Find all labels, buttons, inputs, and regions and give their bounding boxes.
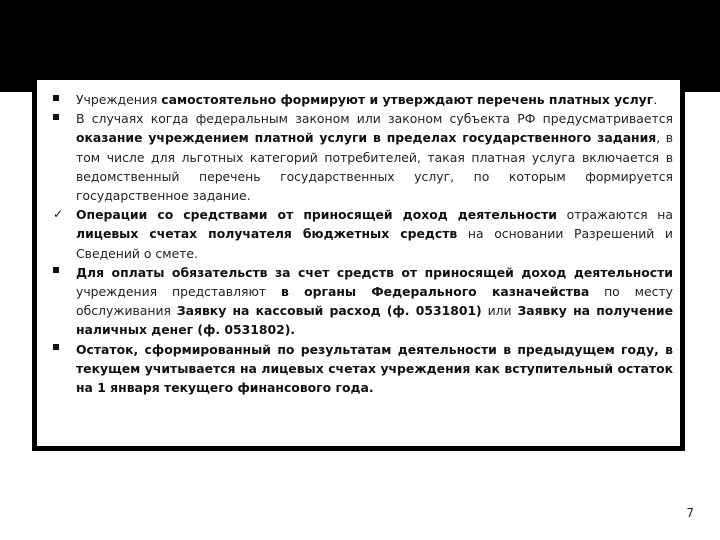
bullet-list xyxy=(53,90,673,397)
bullet-text-part: в органы Федерального казначейства xyxy=(281,284,590,300)
bullet-text-part: . xyxy=(653,92,658,107)
bullet-text-part: лицевых счетах получателя бюджетных средств xyxy=(76,226,458,242)
bullet-text-part: В случаях когда федеральным законом или законом субъекта РФ предусматривается xyxy=(76,111,673,127)
page-number: 7 xyxy=(686,506,694,520)
bullet-item xyxy=(53,263,673,340)
square-bullet-icon xyxy=(53,90,67,109)
bullet-text-part: или xyxy=(481,303,518,319)
square-bullet-icon xyxy=(53,340,67,359)
bullet-text-part: Для оплаты обязательств за счет средств от приносящей доход деятельности xyxy=(76,264,673,280)
bullet-item xyxy=(53,205,673,263)
square-bullet-icon xyxy=(53,263,67,282)
bullet-text-part: Учреждения xyxy=(76,92,162,107)
bullet-text-part: , в том числе для льготных категорий потребителей, такая платная услуга включается в ведомственный перечень государственных услуг, по которым формируется государственное задание. xyxy=(76,130,673,204)
bullet-text-part: отражаются на xyxy=(556,207,673,223)
bullet-text-part: самостоятельно формируют и утверждают перечень платных услуг xyxy=(161,92,654,107)
bullet-text-part: по месту обслуживания xyxy=(76,284,673,319)
square-bullet-icon xyxy=(53,109,67,128)
bullet-text-part: Заявку на кассовый расход (ф. 0531801) xyxy=(176,303,482,319)
bullet-item xyxy=(53,109,673,205)
bullet-text-part: Остаток, сформированный по результатам деятельности в предыдущем году, в текущем учитывается на лицевых счетах учреждения как вступительный остаток на 1 января текущего финансового года. xyxy=(76,341,673,396)
bullet-item xyxy=(53,340,673,398)
bullet-text-part: Операции со средствами от приносящей доход деятельности xyxy=(76,207,557,223)
checkmark-bullet-icon: ✓ xyxy=(53,207,64,222)
bullet-text-part: Заявку на получение наличных денег (ф. 0531802). xyxy=(76,303,674,338)
bullet-text-part: учреждения представляют xyxy=(76,284,282,300)
bullet-text-part: оказание учреждением платной услуги в пределах государственного задания xyxy=(76,130,657,146)
bullet-text-part: на основании Разрешений и Сведений о смете. xyxy=(76,226,673,261)
content-panel xyxy=(35,78,682,448)
bullet-item xyxy=(53,90,673,109)
